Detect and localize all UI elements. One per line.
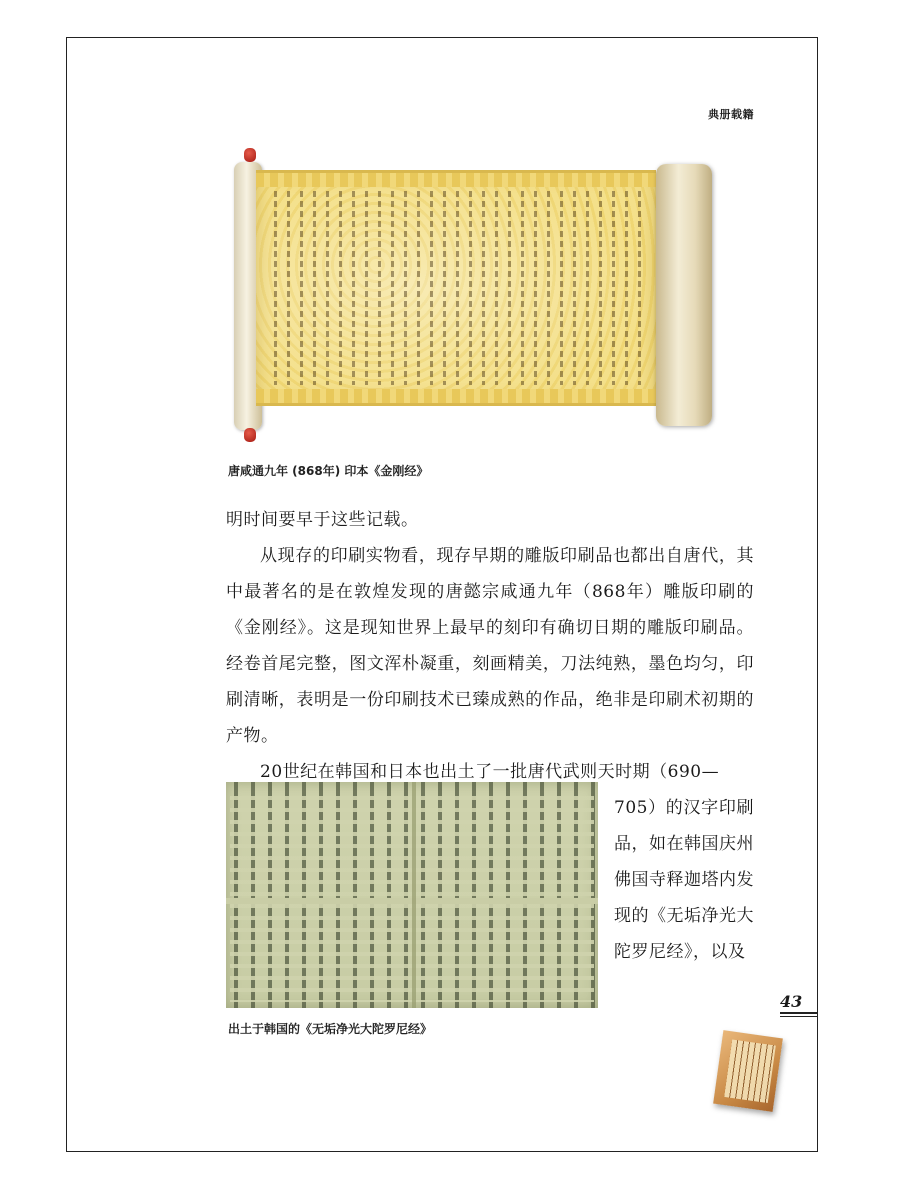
book-thumbnail-icon bbox=[713, 1030, 783, 1112]
page-number: 43 bbox=[780, 992, 803, 1011]
paragraph-continuation bbox=[226, 502, 754, 538]
paragraph-lead-line: 20世纪在韩国和日本也出土了一批唐代武则天时期（690— bbox=[260, 762, 720, 782]
korean-sutra-image bbox=[226, 782, 598, 1008]
wrapped-text-column bbox=[614, 790, 754, 970]
scroll-right-roll bbox=[656, 164, 712, 426]
scroll-paper bbox=[256, 170, 656, 406]
paragraph-text: 明时间要早于这些记载。 bbox=[226, 510, 419, 530]
paragraph-diamond-sutra bbox=[226, 538, 754, 754]
scroll-script-columns bbox=[268, 191, 644, 385]
roller-knob-top bbox=[244, 148, 256, 162]
roller-knob-bottom bbox=[244, 428, 256, 442]
paragraph-text: 从现存的印刷实物看，现存早期的雕版印刷品也都出自唐代，其中最著名的是在敦煌发现的唐懿宗咸通九年（868年）雕版印刷的《金刚经》。这是现知世界上最早的刻印有确切日期的雕版印刷品。经卷首尾完整，图文浑朴凝重，刻画精美，刀法纯熟，墨色均匀，印刷清晰，表明是一份印刷技术已臻成熟的作品，绝非是印刷术初期的产物。 bbox=[226, 546, 754, 746]
running-head: 典册载籍 bbox=[708, 108, 754, 121]
page-number-rule bbox=[780, 1012, 818, 1014]
diamond-sutra-scroll-image bbox=[228, 148, 718, 448]
figure-caption: 出土于韩国的《无垢净光大陀罗尼经》 bbox=[228, 1022, 433, 1036]
figure-caption: 唐咸通九年 (868年) 印本《金刚经》 bbox=[228, 464, 429, 478]
paragraph-text: 705）的汉字印刷品，如在韩国庆州佛国寺释迦塔内发现的《无垢净光大陀罗尼经》，以及 bbox=[614, 798, 754, 962]
